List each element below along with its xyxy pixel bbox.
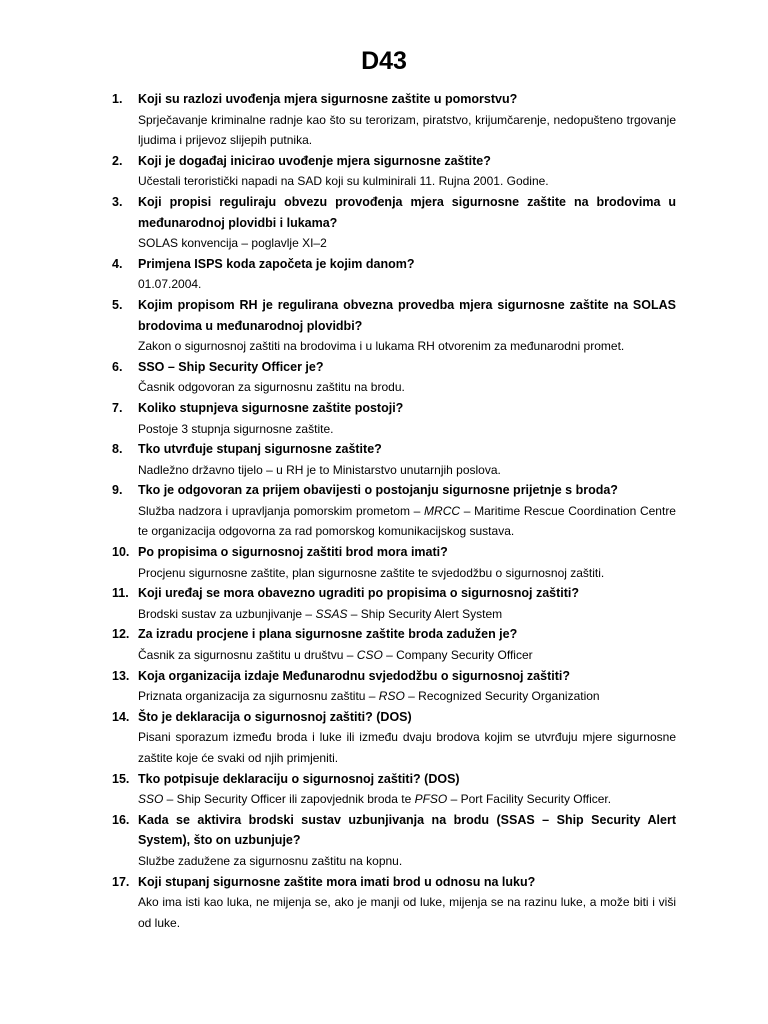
item-number: 9. — [112, 483, 123, 498]
item-number: 10. — [112, 545, 130, 560]
question-list — [112, 89, 676, 933]
list-item — [112, 295, 676, 357]
answer-segment: Ako ima isti kao luka, ne mijenja se, ako je manji od luke, mijenja se na razinu luke, a može biti i viši od luke. — [138, 895, 676, 930]
item-number: 17. — [112, 874, 130, 889]
answer-text — [138, 336, 676, 357]
answer-segment: Služba nadzora i upravljanja pomorskim prometom – — [138, 503, 425, 518]
answer-acronym: CSO — [356, 648, 383, 663]
question-text: Koji su razlozi uvođenja mjera sigurnosne zaštite u pomorstvu? — [138, 92, 518, 106]
answer-acronym: SSAS — [315, 606, 348, 621]
list-item — [112, 810, 676, 872]
answer-acronym: SSO — [138, 792, 164, 807]
question-text: Koliko stupnjeva sigurnosne zaštite postoji? — [138, 400, 404, 415]
question-text: Primjena ISPS koda započeta je kojim danom? — [138, 256, 415, 271]
answer-segment: – Maritime Rescue Coordination Centre te organizacija odgovorna za rad pomorskog komunikacijskog sustava. — [138, 503, 676, 539]
item-number: 12. — [112, 627, 130, 642]
list-item — [112, 707, 676, 769]
item-number: 11. — [112, 586, 129, 601]
answer-segment: – Port Facility Security Officer. — [447, 792, 612, 807]
question-text: Kojim propisom RH je regulirana obvezna provedba mjera sigurnosne zaštite na SOLAS brodovima u međunarodnoj plovidbi? — [138, 297, 676, 333]
answer-text — [138, 892, 676, 933]
list-item — [112, 89, 676, 151]
answer-text — [138, 460, 676, 481]
answer-text — [138, 274, 676, 295]
answer-segment: SOLAS konvencija – poglavlje XI–2 — [138, 236, 327, 251]
list-item — [112, 872, 676, 934]
answer-segment: Procjenu sigurnosne zaštite, plan sigurnosne zaštite te svjedodžbu o sigurnosnoj zaštiti. — [138, 565, 605, 580]
list-item — [112, 439, 676, 480]
list-item — [112, 480, 676, 542]
question-text: Tko je odgovoran za prijem obavijesti o postojanju sigurnosne prijetnje s broda? — [138, 483, 618, 498]
answer-text — [138, 233, 676, 254]
answer-segment: Brodski sustav za uzbunjivanje – — [138, 606, 316, 621]
answer-segment: – Recognized Security Organization — [404, 689, 600, 704]
list-item — [112, 583, 676, 624]
answer-segment: 01.07.2004. — [138, 277, 202, 292]
answer-segment: Postoje 3 stupnja sigurnosne zaštite. — [138, 421, 334, 436]
answer-acronym: MRCC — [424, 503, 461, 518]
list-item — [112, 542, 676, 583]
list-item — [112, 151, 676, 192]
question-text: Što je deklaracija o sigurnosnoj zaštiti? (DOS) — [138, 709, 412, 724]
answer-text — [138, 501, 676, 542]
item-number: 13. — [112, 668, 130, 683]
item-number: 5. — [112, 297, 123, 312]
answer-segment: Priznata organizacija za sigurnosnu zaštitu – — [138, 689, 379, 704]
answer-text — [138, 110, 676, 151]
answer-segment: Časnik za sigurnosnu zaštitu u društvu – — [138, 648, 357, 663]
page-title: D43 — [361, 47, 407, 75]
answer-text — [138, 727, 676, 768]
answer-segment: Časnik odgovoran za sigurnosnu zaštitu na brodu. — [138, 380, 405, 395]
list-item — [112, 254, 676, 295]
question-text: SSO – Ship Security Officer je? — [138, 359, 324, 374]
answer-segment: Zakon o sigurnosnoj zaštiti na brodovima i u lukama RH otvorenim za međunarodni promet. — [138, 339, 625, 354]
answer-segment: Sprječavanje kriminalne radnje kao što su terorizam, piratstvo, krijumčarenje, nedopušteno trgovanje ljudima i prijevoz slijepih putnika. — [138, 112, 676, 148]
answer-segment: Nadležno državno tijelo – u RH je to Ministarstvo unutarnjih poslova. — [138, 462, 501, 477]
answer-text — [138, 419, 676, 440]
answer-acronym: PFSO — [414, 792, 448, 807]
answer-text — [138, 789, 676, 810]
question-text: Po propisima o sigurnosnoj zaštiti brod mora imati? — [138, 545, 448, 560]
list-item — [112, 769, 676, 810]
answer-text — [138, 171, 676, 192]
item-number: 4. — [112, 256, 123, 271]
question-text: Koji propisi reguliraju obvezu provođenja mjera sigurnosne zaštite na brodovima u međunarodnoj plovidbi i lukama? — [138, 194, 676, 230]
list-item — [112, 398, 676, 439]
answer-segment: Pisani sporazum između broda i luke ili između dvaju brodova kojim se utvrđuju mjere sigurnosne zaštite koje će svaki od njih primjeniti. — [138, 730, 676, 765]
answer-acronym: RSO — [378, 689, 405, 704]
item-number: 14. — [112, 709, 130, 724]
answer-segment: – Company Security Officer — [382, 648, 533, 663]
question-text: Tko potpisuje deklaraciju o sigurnosnoj zaštiti? (DOS) — [138, 771, 460, 786]
answer-text — [138, 604, 676, 625]
answer-segment: – Ship Security Officer ili zapovjednik broda te — [163, 792, 415, 807]
answer-text — [138, 645, 676, 666]
question-text: Koji je događaj inicirao uvođenje mjera sigurnosne zaštite? — [138, 153, 491, 168]
answer-text — [138, 686, 676, 707]
answer-segment: Službe zadužene za sigurnosnu zaštitu na kopnu. — [138, 853, 403, 868]
item-number: 3. — [112, 194, 123, 209]
item-number: 15. — [112, 771, 130, 786]
item-number: 1. — [112, 92, 123, 106]
item-number: 2. — [112, 153, 123, 168]
question-text: Koji stupanj sigurnosne zaštite mora imati brod u odnosu na luku? — [138, 874, 536, 889]
list-item — [112, 357, 676, 398]
list-item — [112, 192, 676, 254]
question-text: Za izradu procjene i plana sigurnosne zaštite broda zadužen je? — [138, 627, 518, 642]
item-number: 8. — [112, 442, 123, 457]
question-text: Koji uređaj se mora obavezno ugraditi po propisima o sigurnosnoj zaštiti? — [138, 586, 580, 601]
answer-text — [138, 563, 676, 584]
item-number: 16. — [112, 812, 130, 827]
list-item — [112, 666, 676, 707]
list-item — [112, 624, 676, 665]
answer-text — [138, 377, 676, 398]
item-number: 6. — [112, 359, 123, 374]
answer-segment: – Ship Security Alert System — [347, 606, 503, 621]
item-number: 7. — [112, 400, 123, 415]
answer-text — [138, 851, 676, 872]
question-text: Koja organizacija izdaje Međunarodnu svjedodžbu o sigurnosnoj zaštiti? — [138, 668, 570, 683]
question-text: Kada se aktivira brodski sustav uzbunjivanja na brodu (SSAS – Ship Security Alert System), što on uzbunjuje? — [138, 812, 676, 848]
answer-segment: Učestali teroristički napadi na SAD koji su kulminirali 11. Rujna 2001. Godine. — [138, 174, 549, 189]
question-text: Tko utvrđuje stupanj sigurnosne zaštite? — [138, 442, 382, 457]
